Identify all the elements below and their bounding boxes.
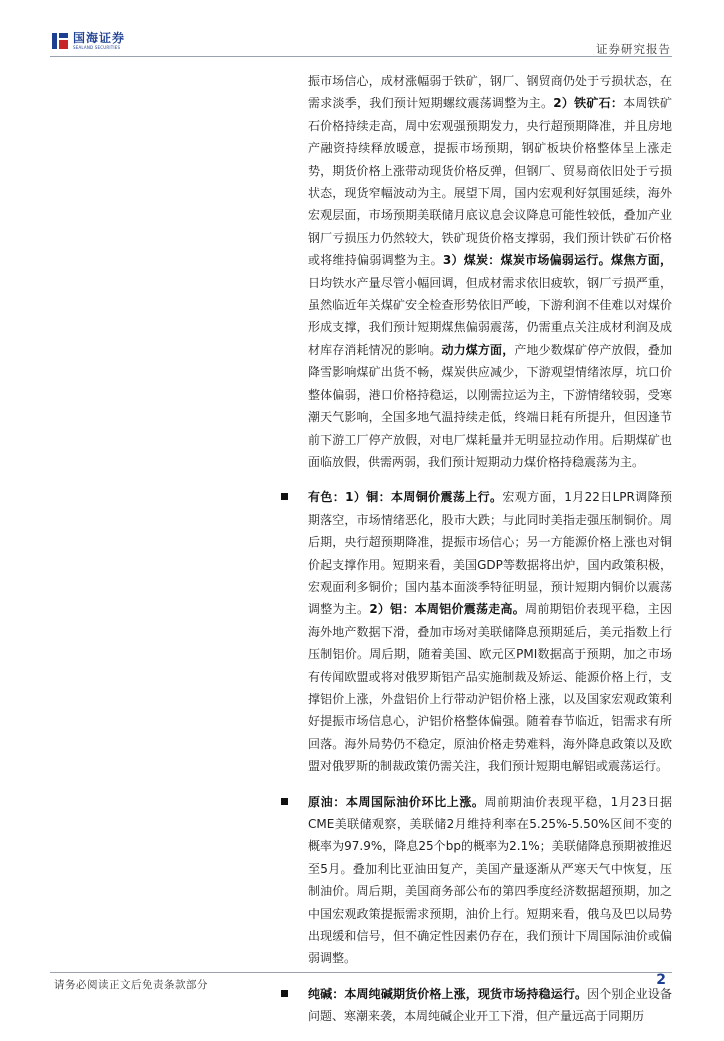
disclaimer-note: 请务必阅读正文后免责条款部分 xyxy=(54,979,208,991)
bold-heading-text: 3）煤炭：煤炭市场偏弱运行。煤焦方面， xyxy=(442,253,672,268)
bold-heading-text: 有色：1）铜：本周铜价震荡上行。 xyxy=(308,490,503,505)
bold-heading-text: 纯碱：本周纯碱期货价格上涨，现货市场持稳运行。 xyxy=(308,986,588,1001)
bold-heading-text: 2）铁矿石： xyxy=(553,96,624,111)
bullet-square-icon xyxy=(281,990,288,997)
section-metals xyxy=(50,486,672,777)
bullet-square-icon xyxy=(281,493,288,500)
body-text: 宏观方面，1月22日LPR调降预期落空，市场情绪恶化，股市大跌；与此同时美指走强压制铜价。周后期，央行超预期降准，提振市场信心；另一方能源价格上涨也对铜价起支撑作用。短期来看，美国GDP等数据将出炉，国内政策积极，宏观面利多铜价；国内基本面淡季特征明显，预计短期内铜价以震荡调整为主。 xyxy=(308,490,672,617)
company-logo xyxy=(50,30,134,52)
report-body xyxy=(50,70,672,1041)
footer-divider xyxy=(50,972,672,973)
body-text: 周前期油价表现平稳，1月23日据CME美联储观察，美联储2月维持利率在5.25%-5.50%区间不变的概率为97.9%，降息25个bp的概率为2.1%；美联储降息预期被推迟至5月。叠加利比亚油田复产，美国产量逐渐从严寒天气中恢复，压制油价。周后期，美国商务部公布的第四季度经济数据超预期，加之中国宏观政策提振需求预期，油价上行。短期来看，俄乌及巴以局势出现缓和信号，但不确定性因素仍存在，我们预计下周国际油价或偏弱调整。 xyxy=(308,794,672,966)
bold-heading-text: 原油：本周国际油价环比上涨。 xyxy=(308,794,485,809)
logo-english-name: SEALAND SECURITIES xyxy=(73,45,121,50)
paragraph-text xyxy=(50,791,672,970)
bullet-square-icon xyxy=(281,798,288,805)
paragraph-text xyxy=(50,486,672,777)
body-text: 周前期铝价表现平稳，主因海外地产数据下滑，叠加市场对美联储降息预期延后，美元指数上行压制铝价。周后期，随着美国、欧元区PMI数据高于预期，加之市场有传闻欧盟或将对俄罗斯铝产品实施制裁及矫运、能源价格上行，支撑铝价上涨，外盘铝价上行带动沪铝价格上涨，以及国家宏观政策利好提振市场信息心，沪铝价格整体偏强。随着春节临近，铝需求有所回落。海外局势仍不稳定，原油价格走势难料，海外降息政策以及欧盟对俄罗斯的制裁政策仍需关注，我们预计短期电解铝或震荡运行。 xyxy=(308,602,672,774)
page-number: 2 xyxy=(656,972,666,988)
report-type-label: 证券研究报告 xyxy=(596,42,671,56)
body-text: 振市场信心，成材涨幅弱于铁矿，钢厂、钢贸商仍处于亏损状态，在需求淡季，我们预计短期螺纹震荡调整为主。 xyxy=(308,74,672,111)
paragraph-text xyxy=(50,70,672,473)
logo-chinese-name: 国海证券 xyxy=(73,31,126,45)
bold-heading-text: 2）铝：本周铝价震荡走高。 xyxy=(369,602,526,617)
logo-mark-icon xyxy=(50,31,70,51)
page-header xyxy=(0,0,724,60)
body-text: 因个别企业设备问题、寒潮来袭，本周纯碱企业开工下滑，但产量远高于同期历 xyxy=(308,986,672,1024)
bold-heading-text: 动力煤方面， xyxy=(441,342,515,357)
body-text: 日均铁水产量尽管小幅回调，但成材需求依旧疲软，钢厂亏损严重，虽然临近年关煤矿安全检查形势依旧严峻，下游利润不佳难以对煤价形成支撑，我们预计短期煤焦偏弱震荡，仍需重点关注成材利润及成材库存消耗情况的影响。 xyxy=(308,275,672,357)
header-divider xyxy=(50,56,672,57)
section-oil xyxy=(50,791,672,970)
body-text: 产地少数煤矿停产放假，叠加降雪影响煤矿出货不畅，煤炭供应减少，下游观望情绪浓厚，坑口价整体偏弱，港口价格持稳运，以刚需拉运为主，下游情绪较弱，受寒潮天气影响，全国多地气温持续走低，终端日耗有所提升，但因逢节前下游工厂停产放假，对电厂煤耗量并无明显拉动作用。后期煤矿也面临放假，供需两弱，我们预计短期动力煤价格持稳震荡为主。 xyxy=(308,342,672,469)
body-text: 本周铁矿石价格持续走高，周中宏观强预期发力，央行超预期降准，并且房地产融资持续释放暖意，提振市场预期，钢矿板块价格整体呈上涨走势，期货价格上涨带动现货价格反弹，但钢厂、贸易商依旧处于亏损状态，现货窄幅波动为主。展望下周，国内宏观利好氛围延续，海外宏观层面，市场预期美联储月底议息会议降息可能性较低，叠加产业钢厂亏损压力仍然较大，铁矿现货价格支撑弱，我们预计铁矿石价格或将维持偏弱调整为主。 xyxy=(308,96,672,268)
section-steel-cont xyxy=(50,70,672,473)
